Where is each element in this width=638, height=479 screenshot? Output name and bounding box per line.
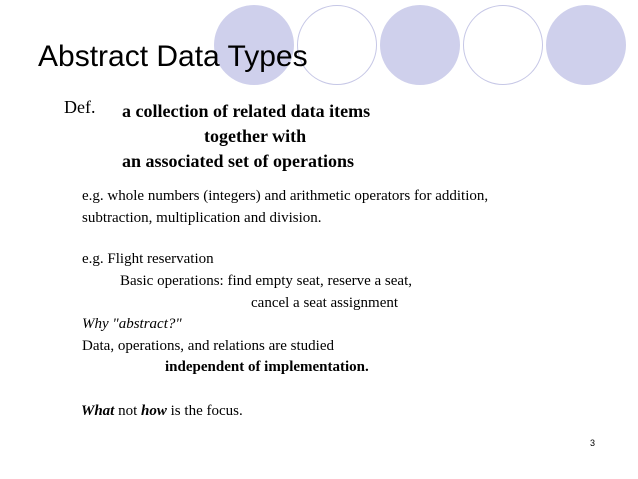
focus-how: how bbox=[141, 403, 167, 419]
why-abstract-answer-line-1: Data, operations, and relations are studied bbox=[82, 338, 334, 354]
focus-what: What bbox=[81, 403, 115, 419]
decorative-circle-filled bbox=[546, 5, 626, 85]
example-flight-heading: e.g. Flight reservation bbox=[82, 251, 214, 267]
definition-label: Def. bbox=[64, 97, 96, 117]
example-integers-line-1: e.g. whole numbers (integers) and arithmetic operators for addition, bbox=[82, 188, 489, 204]
page-number: 3 bbox=[590, 438, 596, 448]
why-abstract-answer-line-2: independent of implementation. bbox=[165, 359, 369, 375]
decorative-circle-outline bbox=[463, 5, 543, 85]
decorative-circle-outline bbox=[297, 5, 377, 85]
definition-line-2: together with bbox=[204, 126, 307, 146]
decorative-circle-filled bbox=[380, 5, 460, 85]
example-integers-line-2: subtraction, multiplication and division. bbox=[82, 210, 322, 226]
example-flight-operations-cont: cancel a seat assignment bbox=[251, 295, 399, 311]
focus-rest: is the focus. bbox=[166, 403, 243, 419]
example-flight-operations: Basic operations: find empty seat, reserve a seat, bbox=[120, 273, 412, 289]
focus-not: not bbox=[114, 403, 142, 419]
why-abstract-question: Why "abstract?" bbox=[82, 316, 182, 332]
slide-title: Abstract Data Types bbox=[38, 40, 308, 73]
definition-line-1: a collection of related data items bbox=[122, 101, 371, 121]
definition-line-3: an associated set of operations bbox=[122, 151, 354, 171]
focus-statement bbox=[81, 401, 243, 421]
